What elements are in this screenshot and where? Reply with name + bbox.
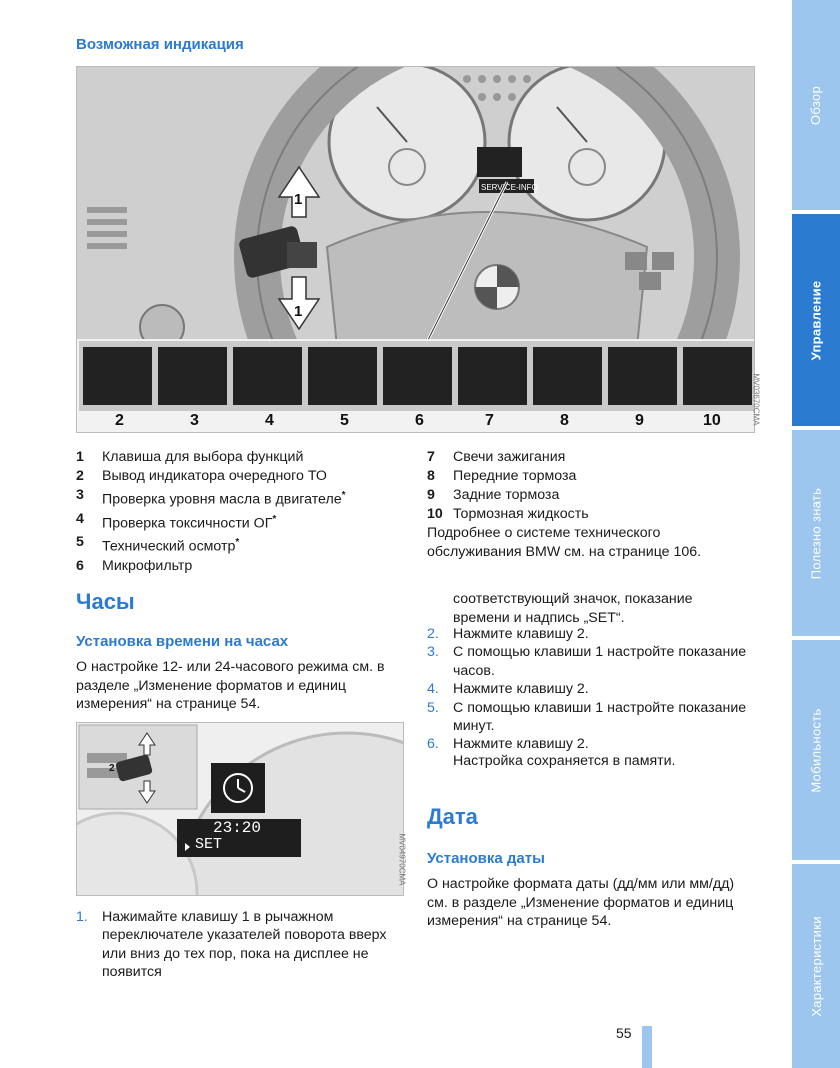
figure-label: 9: [635, 412, 644, 429]
legend-item: 10 Тормозная жидкость: [427, 506, 589, 522]
tab-specs[interactable]: Характеристики: [792, 864, 840, 1068]
page-marker: [642, 1026, 652, 1068]
service-icon-9: [608, 347, 677, 405]
figure-label: 7: [485, 412, 494, 429]
service-icon-7: [458, 347, 527, 405]
figure-code: MV03670CMA: [751, 373, 761, 426]
date-subtitle: Установка даты: [427, 850, 545, 867]
clock-saved-note: Настройка сохраняется в памяти.: [453, 753, 676, 769]
clock-display-time: 23:20: [213, 819, 262, 837]
clock-illustration: [76, 722, 404, 896]
service-icon-6: [383, 347, 452, 405]
clock-steps: [427, 625, 747, 754]
arrow-label-down: 1: [294, 303, 303, 320]
figure-label: 4: [265, 412, 274, 429]
legend-right: [427, 448, 747, 524]
figure-label: 2: [115, 412, 124, 429]
service-icon-2: [83, 347, 152, 405]
service-icon-strip: [83, 341, 750, 411]
legend-item: 6 Микрофильтр: [76, 558, 193, 575]
page-number: 55: [616, 1025, 632, 1041]
legend-item: 9 Задние тормоза: [427, 487, 560, 503]
step-item: 2. Нажмите клавишу 2.: [427, 626, 589, 642]
step-item: 6. Нажмите клавишу 2.: [427, 736, 589, 753]
service-icon-10: [683, 347, 752, 405]
date-text: О настройке формата даты (дд/мм или мм/дд) см. в разделе „Изменение форматов и единиц измерения“ на странице 54.: [427, 876, 735, 929]
clock-intro: О настройке 12- или 24-часового режима см. в разделе „Изменение форматов и единиц измерения“ на странице 54.: [76, 659, 385, 712]
figure-label: 10: [703, 412, 721, 429]
legend-item: 5 Технический осмотр*: [76, 534, 240, 556]
legend-item: 4 Проверка токсичности ОГ*: [76, 510, 277, 532]
chapter-tabs: [792, 0, 840, 1068]
clock-step-1-continuation: соответствующий значок, показание времени и надпись „SET“.: [453, 591, 693, 626]
clock-subtitle: Установка времени на часах: [76, 633, 289, 650]
arrow-label-up: 1: [294, 191, 303, 208]
legend-note: Подробнее о системе технического обслуживания BMW см. на странице 106.: [427, 525, 702, 560]
step-item: 4. Нажмите клавишу 2.: [427, 681, 589, 698]
figure-label: 3: [190, 412, 199, 429]
legend-item: 2 Вывод индикатора очередного ТО: [76, 468, 327, 484]
service-icon-5: [308, 347, 377, 405]
display-text: SERVICE-INFO: [481, 183, 538, 192]
service-icon-4: [233, 347, 302, 405]
legend-item: 1 Клавиша для выбора функций: [76, 449, 304, 465]
service-icon-3: [158, 347, 227, 405]
legend-item: 8 Передние тормоза: [427, 468, 577, 484]
section-title: Возможная индикация: [76, 36, 244, 53]
date-title: Дата: [427, 804, 478, 829]
service-icon-8: [533, 347, 602, 405]
tab-useful-info[interactable]: Полезно знать: [792, 430, 840, 636]
step-item: 3. С помощью клавиши 1 настройте показание часов.: [427, 644, 747, 679]
clock-display-set: SET: [195, 836, 223, 853]
figure-label: 6: [415, 412, 424, 429]
legend-left: [76, 448, 406, 576]
figure-label: 8: [560, 412, 569, 429]
clock-figure-code: MV04970CMA: [397, 833, 407, 886]
legend-item: 7 Свечи зажигания: [427, 449, 566, 465]
clock-step-1: [76, 908, 396, 982]
step-item: 5. С помощью клавиши 1 настройте показание минут.: [427, 699, 747, 735]
figure-label: 5: [340, 412, 349, 429]
clock-title: Часы: [76, 589, 135, 614]
legend-item: 3 Проверка уровня масла в двигателе*: [76, 487, 346, 508]
clock-drawing: [77, 723, 404, 896]
cockpit-illustration: [76, 66, 755, 433]
step-item: 1. Нажимайте клавишу 1 в рычажном переключателе указателей поворота вверх или вниз до тех пор, пока на дисплее не появится: [76, 909, 387, 981]
tab-overview[interactable]: Обзор: [792, 0, 840, 210]
tab-controls[interactable]: Управление: [792, 214, 840, 426]
tab-mobility[interactable]: Мобильность: [792, 640, 840, 860]
svg-text:2: 2: [109, 763, 115, 774]
